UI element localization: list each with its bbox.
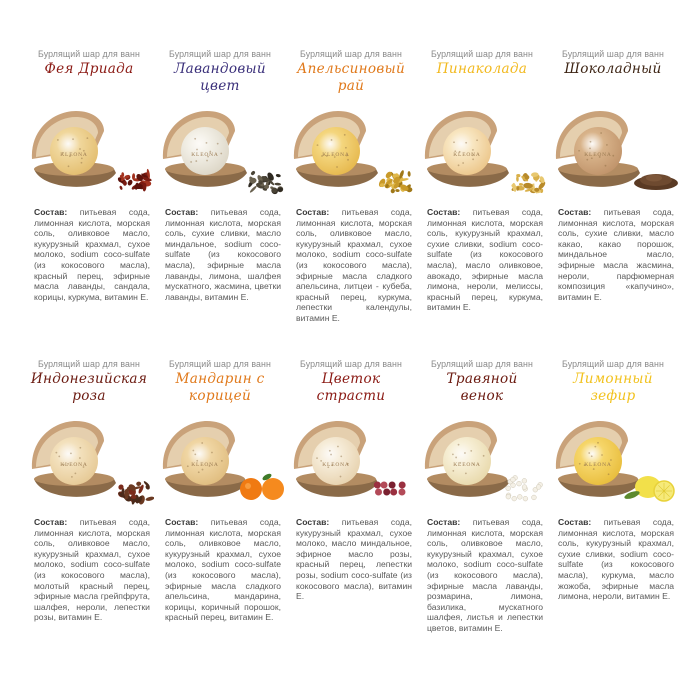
product-photo xyxy=(286,99,416,197)
composition-label: Состав: xyxy=(296,517,330,527)
kleona-logo: KLEONA xyxy=(453,152,481,158)
kleona-logo: KLEONA xyxy=(322,152,350,158)
bath-bomb xyxy=(443,437,491,485)
composition-text: питьевая сода, лимонная кислота, морская соль, оливковое масло, кукурузный крахмал, сухое молоко, sodium coco-sulfate (из кокосового масла), эфирные масла сладкого апельсина, мандарина, корицы, коричный порошок, красный перец, витамин Е. xyxy=(165,517,281,623)
product-card xyxy=(155,44,285,354)
product-subtitle: Бурлящий шар для ванн xyxy=(300,359,402,369)
product-subtitle: Бурлящий шар для ванн xyxy=(300,49,402,59)
composition-label: Состав: xyxy=(296,207,330,217)
product-subtitle: Бурлящий шар для ванн xyxy=(169,49,271,59)
product-subtitle: Бурлящий шар для ванн xyxy=(562,49,664,59)
kleona-logo: KLEONA xyxy=(191,462,219,468)
herb-dark-decor xyxy=(247,170,283,195)
composition-text: питьевая сода, лимонная кислота, морская соль, оливковое масло, кукурузный крахмал, сухое молоко, sodium coco-sulfate (из кокосового масла), красный перец, эфирные масла лаванды, сандала, корицы, куркума, витамин Е. xyxy=(34,207,150,302)
product-title: Травяной венок xyxy=(446,371,518,404)
bath-bomb xyxy=(50,127,98,175)
composition-text: питьевая сода, лимонная кислота, морская соль, сухие сливки, масло какао, какао порошок, миндальное масло, эфирные масла жасмина, нероли, парфюмерная композиция «капучино», витамин Е. xyxy=(558,207,674,302)
product-card xyxy=(548,44,678,354)
bath-bomb xyxy=(574,127,622,175)
composition-text: питьевая сода, лимонная кислота, морская соль, сухие сливки, масло миндальное, sodium coco-sulfate (из кокосового масла), эфирные масла лаванды, лимона, шалфея мускатного, жасмина, цветки лаванды, витамин Е. xyxy=(165,207,281,302)
product-photo xyxy=(286,409,416,507)
bath-bomb xyxy=(312,437,360,485)
product-subtitle: Бурлящий шар для ванн xyxy=(38,359,140,369)
kleona-logo: KLEONA xyxy=(60,462,88,468)
product-title: Индонезийская роза xyxy=(30,371,148,404)
product-photo xyxy=(548,99,678,197)
composition-label: Состав: xyxy=(427,517,461,527)
product-card xyxy=(24,44,154,354)
bath-bomb xyxy=(50,437,98,485)
product-card xyxy=(286,354,416,684)
composition-text: питьевая сода, лимонная кислота, морская соль, оливковое масло, кукурузный крахмал, сухое молоко, sodium coco-sulfate (из кокосового масла), молотый красный перец, эфирные масла грейпфрута, шалфея, нероли, лепестки розы, витамин Е. xyxy=(34,517,150,623)
tangerine-decor xyxy=(240,472,284,500)
kleona-logo: KLEONA xyxy=(584,462,612,468)
product-subtitle: Бурлящий шар для ванн xyxy=(431,359,533,369)
product-title: Пинаколада xyxy=(436,61,528,77)
product-grid xyxy=(24,44,676,684)
product-composition xyxy=(286,207,416,324)
product-title: Лимонный зефир xyxy=(573,371,653,404)
composition-label: Состав: xyxy=(165,517,199,527)
herb-red-decor xyxy=(117,169,152,192)
composition-label: Состав: xyxy=(34,207,68,217)
product-photo xyxy=(155,409,285,507)
composition-text: питьевая сода, лимонная кислота, морская соль, оливковое масло, кукурузный крахмал, сухое молоко, sodium coco-sulfate (из кокосового масла), эфирные масла сладкого апельсина, литцеи - кубеба, красный перец, куркума, лепестки календулы, витамин Е. xyxy=(296,207,412,323)
product-composition xyxy=(286,517,416,602)
kleona-logo: KLEONA xyxy=(584,152,612,158)
composition-label: Состав: xyxy=(558,207,592,217)
powder-decor xyxy=(634,174,678,190)
product-card xyxy=(548,354,678,684)
product-card xyxy=(286,44,416,354)
product-composition xyxy=(417,207,547,313)
product-photo xyxy=(24,409,154,507)
composition-text: питьевая сода, лимонная кислота, морская соль, кукурузный крахмал, сухие сливки, sodium coco-sulfate (из кокосового масла), куркума, масло жожоба, эфирные масла лимона, нероли, витамин Е. xyxy=(558,517,674,602)
product-composition xyxy=(155,207,285,302)
kleona-logo: KLEONA xyxy=(191,152,219,158)
product-card xyxy=(155,354,285,684)
product-subtitle: Бурлящий шар для ванн xyxy=(38,49,140,59)
rosebuds-decor xyxy=(374,482,406,496)
product-photo xyxy=(417,409,547,507)
product-card xyxy=(24,354,154,684)
kleona-logo: KLEONA xyxy=(453,462,481,468)
composition-label: Состав: xyxy=(165,207,199,217)
product-composition xyxy=(24,207,154,302)
product-photo xyxy=(155,99,285,197)
composition-label: Состав: xyxy=(34,517,68,527)
herb-gold-decor xyxy=(511,172,547,194)
bath-bomb xyxy=(312,127,360,175)
product-title: Лавандовый цвет xyxy=(174,61,266,94)
product-title: Фея Дриада xyxy=(44,61,134,77)
product-card xyxy=(417,44,547,354)
bath-bomb xyxy=(443,127,491,175)
product-composition xyxy=(548,517,678,602)
bath-bomb xyxy=(181,127,229,175)
product-card xyxy=(417,354,547,684)
product-composition xyxy=(24,517,154,623)
product-composition xyxy=(417,517,547,634)
roses-dry-decor xyxy=(117,480,154,505)
product-photo xyxy=(24,99,154,197)
composition-text: питьевая сода, лимонная кислота, морская соль, оливковое масло, кукурузный крахмал, сухое молоко, sodium coco-sulfate (из кокосового масла), эфирные масла лаванды, розмарина, лимона, базилика, мускатного шалфея, листья и лепестки цветов, витамин Е. xyxy=(427,517,543,633)
herb-yellow-decor xyxy=(378,170,413,194)
bath-bomb xyxy=(574,437,622,485)
product-title: Цветок страсти xyxy=(316,371,386,404)
product-photo xyxy=(417,99,547,197)
product-composition xyxy=(155,517,285,623)
composition-text: питьевая сода, кукурузный крахмал, сухое молоко, масло миндальное, эфирное масло розы, красный перец, лепестки розы, sodium coco-sulfate (из кокосового масла), витамин Е. xyxy=(296,517,412,602)
product-composition xyxy=(548,207,678,302)
composition-label: Состав: xyxy=(427,207,461,217)
product-subtitle: Бурлящий шар для ванн xyxy=(169,359,271,369)
white-flowers-decor xyxy=(506,475,543,501)
product-subtitle: Бурлящий шар для ванн xyxy=(562,359,664,369)
kleona-logo: KLEONA xyxy=(322,462,350,468)
product-subtitle: Бурлящий шар для ванн xyxy=(431,49,533,59)
product-title: Апельсиновый рай xyxy=(297,61,405,94)
product-title: Мандарин с корицей xyxy=(175,371,265,404)
kleona-logo: KLEONA xyxy=(60,152,88,158)
composition-label: Состав: xyxy=(558,517,592,527)
composition-text: питьевая сода, лимонная кислота, морская соль, кукурузный крахмал, сухие сливки, sodium coco-sulfate (из кокосового масла), масло оливковое, авокадо, эфирные масла лимона, нероли, мелиссы, красный перец, куркума, витамин Е. xyxy=(427,207,543,313)
product-photo xyxy=(548,409,678,507)
product-title: Шоколадный xyxy=(564,61,662,77)
